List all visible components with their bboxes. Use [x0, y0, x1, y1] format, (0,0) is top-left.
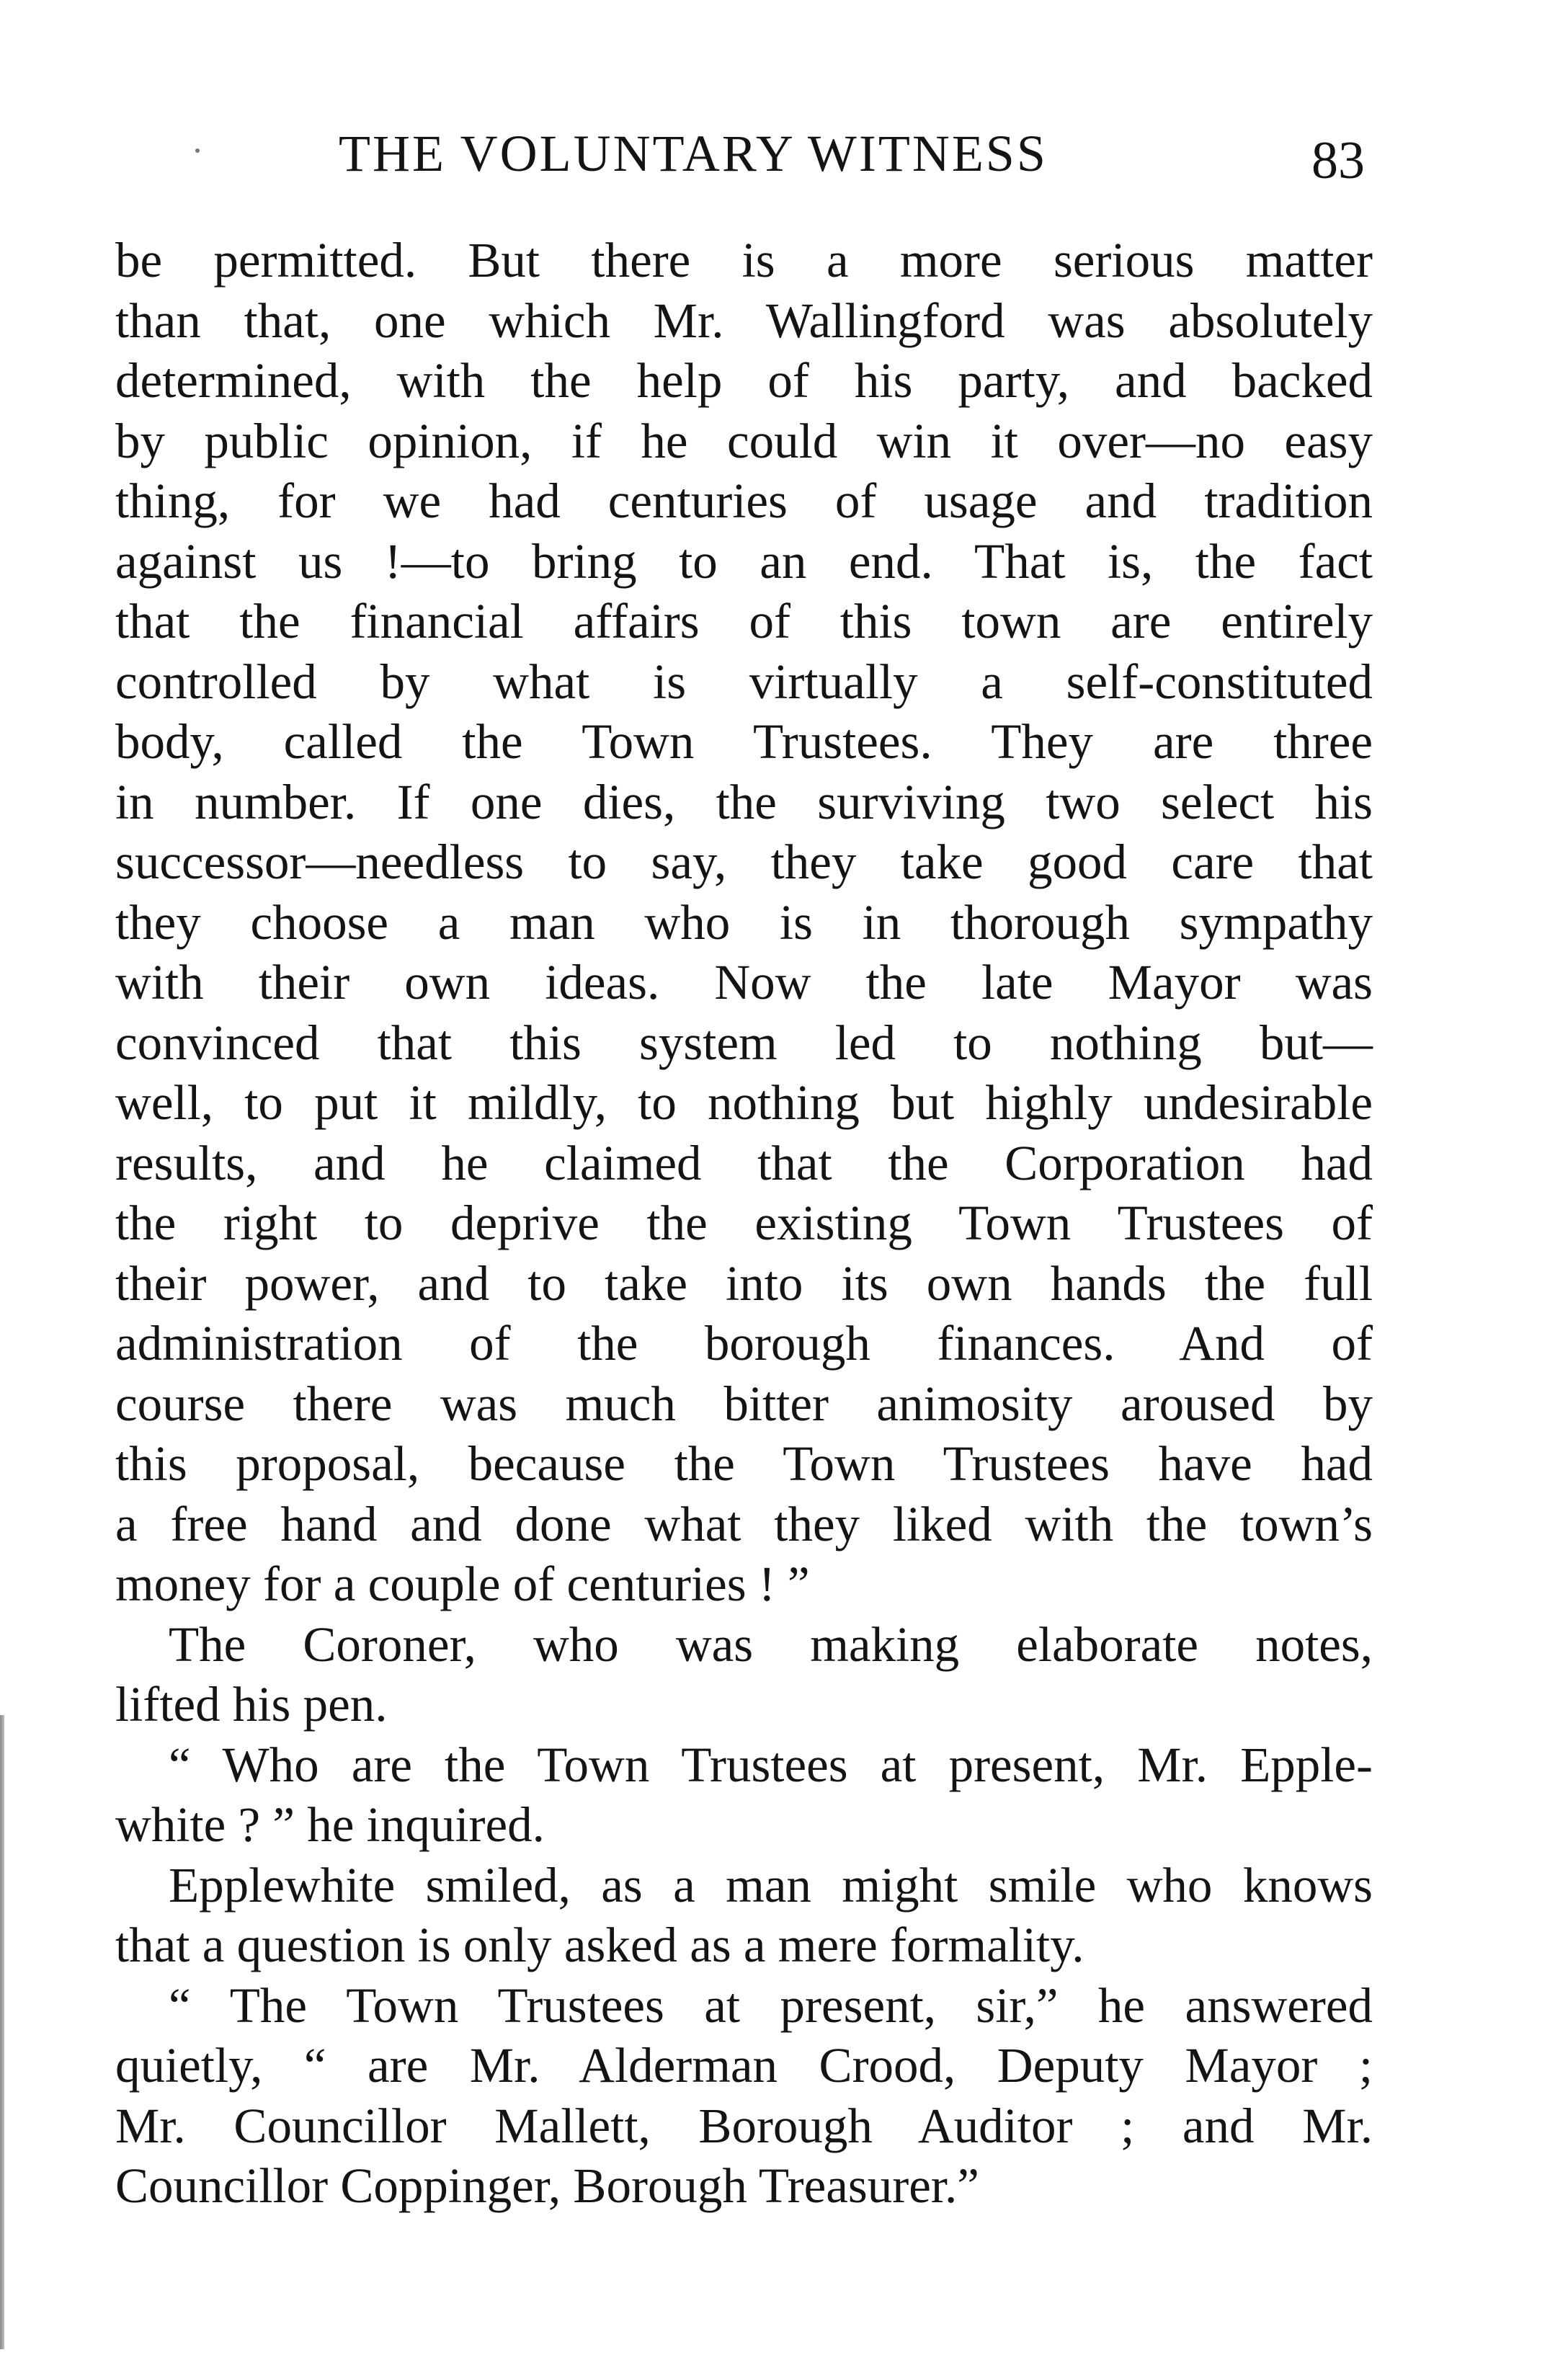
text-line: determined, with the help of his party, and backed	[115, 353, 1373, 408]
text-line: Epplewhite smiled, as a man might smile who knows	[169, 1857, 1373, 1913]
text-line: results, and he claimed that the Corporation had	[115, 1135, 1373, 1190]
text-line: than that, one which Mr. Wallingford was absolutely	[115, 293, 1373, 348]
text-line: “ The Town Trustees at present, sir,” he answered	[169, 1977, 1373, 2033]
text-line: that a question is only asked as a mere formality.	[115, 1918, 1084, 1972]
running-head	[0, 121, 1568, 190]
text-line: lifted his pen.	[115, 1677, 388, 1732]
text-line: white ? ” he inquired.	[115, 1797, 545, 1852]
text-line: with their own ideas. Now the late Mayor was	[115, 955, 1373, 1010]
text-line: their power, and to take into its own hands the full	[115, 1255, 1373, 1311]
text-line: a free hand and done what they liked with the town’s	[115, 1496, 1373, 1552]
text-line: well, to put it mildly, to nothing but highly undesirable	[115, 1075, 1373, 1130]
running-title: THE VOLUNTARY WITNESS	[339, 125, 1048, 182]
text-line: money for a couple of centuries ! ”	[115, 1557, 810, 1611]
text-line: the right to deprive the existing Town Trustees of	[115, 1196, 1373, 1250]
text-line: controlled by what is virtually a self-constituted	[115, 654, 1373, 709]
body-text	[115, 231, 1373, 2217]
page-number: 83	[1311, 131, 1365, 190]
text-line: in number. If one dies, the surviving two select his	[115, 774, 1373, 829]
text-line: be permitted. But there is a more serious matter	[115, 233, 1373, 288]
text-line: The Coroner, who was making elaborate notes,	[169, 1616, 1373, 1672]
text-line: “ Who are the Town Trustees at present, Mr. Epple-	[169, 1737, 1373, 1792]
page-edge-shadow	[0, 1715, 4, 2349]
text-line: course there was much bitter animosity aroused by	[115, 1376, 1373, 1431]
text-line: convinced that this system led to nothing but—	[115, 1015, 1373, 1070]
text-line: body, called the Town Trustees. They are three	[115, 714, 1373, 769]
text-line: against us !—to bring to an end. That is, the fact	[115, 533, 1373, 589]
text-line: they choose a man who is in thorough sympathy	[115, 894, 1373, 950]
text-line: administration of the borough finances. And of	[115, 1316, 1373, 1371]
text-line: Mr. Councillor Mallett, Borough Auditor ; and Mr.	[115, 2098, 1373, 2153]
text-line: Councillor Coppinger, Borough Treasurer.”	[115, 2158, 979, 2213]
text-line: thing, for we had centuries of usage and tradition	[115, 473, 1373, 528]
text-line: successor—needless to say, they take good care that	[115, 834, 1373, 889]
text-line: quietly, “ are Mr. Alderman Crood, Deputy Mayor ;	[115, 2038, 1373, 2093]
text-line: by public opinion, if he could win it over—no easy	[115, 413, 1373, 468]
text-line: this proposal, because the Town Trustees have had	[115, 1436, 1373, 1491]
text-line: that the financial affairs of this town are entirely	[115, 594, 1373, 649]
